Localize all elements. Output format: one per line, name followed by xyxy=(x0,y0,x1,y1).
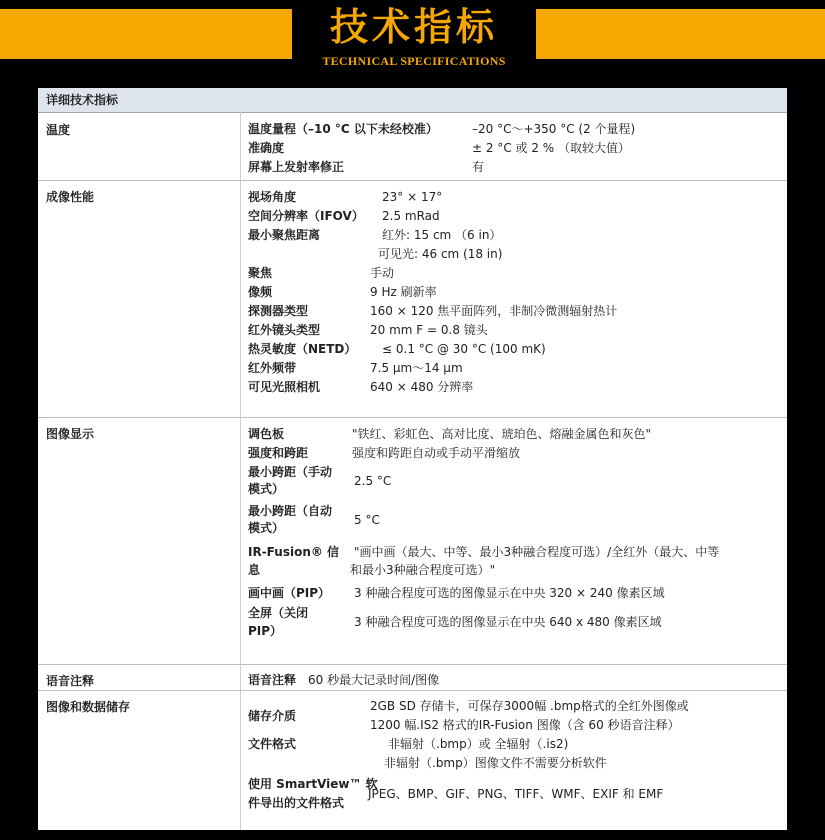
spec-label: 模式） xyxy=(248,521,285,535)
spec-label: PIP） xyxy=(248,624,283,638)
spec-value: 9 Hz 刷新率 xyxy=(370,285,437,299)
spec-value: JPEG、BMP、GIF、PNG、TIFF、WMF、EXIF 和 EMF xyxy=(368,787,664,801)
spec-label: 准确度 xyxy=(248,141,285,155)
category-label: 温度 xyxy=(46,123,71,137)
spec-value: 5 °C xyxy=(354,513,380,527)
spec-value: "铁红、彩虹色、高对比度、琥珀色、熔融金属色和灰色" xyxy=(352,427,652,441)
spec-label: 空间分辨率（IFOV） xyxy=(248,209,364,223)
category-label: 成像性能 xyxy=(46,190,95,204)
spec-label: 画中画（PIP） xyxy=(248,586,331,600)
spec-value: 可见光: 46 cm (18 in) xyxy=(378,247,503,261)
spec-value: ≤ 0.1 °C @ 30 °C (100 mK) xyxy=(382,342,546,356)
category-label: 语音注释 xyxy=(46,674,95,688)
row-voice xyxy=(38,664,787,691)
spec-value: 160 × 120 焦平面阵列，非制冷微测辐射热计 xyxy=(370,304,618,318)
spec-label: 红外频带 xyxy=(248,361,297,375)
spec-value: 手动 xyxy=(370,266,395,280)
row-imaging xyxy=(38,180,787,418)
spec-value: –20 °C～+350 °C (2 个量程) xyxy=(472,122,636,136)
header-band-left xyxy=(0,9,292,59)
spec-value: 非辐射（.bmp）图像文件不需要分析软件 xyxy=(384,756,607,770)
spec-value: 红外: 15 cm （6 in） xyxy=(382,228,502,242)
spec-label: 像频 xyxy=(248,285,273,299)
spec-label: 最小跨距（自动 xyxy=(248,504,333,518)
spec-label: 温度量程（–10 °C 以下未经校准） xyxy=(248,122,438,136)
spec-label: 模式） xyxy=(248,482,285,496)
spec-label: 屏幕上发射率修正 xyxy=(248,160,345,174)
spec-label: 息 xyxy=(248,563,261,577)
spec-label: 强度和跨距 xyxy=(248,446,309,460)
category-label: 图像显示 xyxy=(46,427,95,441)
spec-value: ± 2 °C 或 2 % （取较大值） xyxy=(472,141,630,155)
spec-label: 使用 SmartView™ 软 xyxy=(248,777,378,791)
spec-value: 2GB SD 存储卡，可保存3000幅 .bmp格式的全红外图像或 xyxy=(370,699,689,713)
spec-table xyxy=(38,88,787,830)
spec-label: 视场角度 xyxy=(248,190,297,204)
spec-label: 最小跨距（手动 xyxy=(248,465,333,479)
spec-label: 探测器类型 xyxy=(248,304,309,318)
spec-value: 3 种融合程度可选的图像显示在中央 320 × 240 像素区域 xyxy=(354,586,665,600)
spec-value: 非辐射（.bmp）或 全辐射（.is2) xyxy=(388,737,569,751)
spec-value: 60 秒最大记录时间/图像 xyxy=(308,673,440,687)
spec-label: 可见光照相机 xyxy=(248,380,321,394)
spec-label: 调色板 xyxy=(248,427,285,441)
spec-label: IR-Fusion® 信 xyxy=(248,545,340,559)
spec-label: 红外镜头类型 xyxy=(248,323,321,337)
spec-label: 全屏（关闭 xyxy=(248,606,309,620)
spec-value: 和最小3种融合程度可选）" xyxy=(350,563,496,577)
spec-label: 语音注释 xyxy=(248,673,297,687)
spec-value: 强度和跨距自动或手动平滑缩放 xyxy=(352,446,521,460)
spec-value: 20 mm F = 0.8 镜头 xyxy=(370,323,488,337)
header-band-right xyxy=(536,9,825,59)
row-temperature xyxy=(38,113,787,181)
spec-value: 640 × 480 分辨率 xyxy=(370,380,474,394)
spec-label: 储存介质 xyxy=(248,709,297,723)
spec-value: "画中画（最大、中等、最小3种融合程度可选）/全红外（最大、中等 xyxy=(354,545,720,559)
category-label: 图像和数据储存 xyxy=(46,700,131,714)
spec-value: 有 xyxy=(472,160,485,174)
spec-value: 2.5 mRad xyxy=(382,209,440,223)
row-display xyxy=(38,417,787,665)
row-storage xyxy=(38,690,787,830)
table-title: 详细技术指标 xyxy=(38,88,787,113)
spec-label: 文件格式 xyxy=(248,737,297,751)
page-title: 技术指标 xyxy=(329,5,498,49)
spec-label: 最小聚焦距离 xyxy=(248,228,321,242)
spec-value: 1200 幅.IS2 格式的IR-Fusion 图像（含 60 秒语音注释） xyxy=(370,718,680,732)
spec-value: 3 种融合程度可选的图像显示在中央 640 x 480 像素区域 xyxy=(354,615,662,629)
spec-label: 聚焦 xyxy=(248,266,273,280)
spec-value: 2.5 °C xyxy=(354,474,392,488)
spec-value: 23° × 17° xyxy=(382,190,443,204)
page-subtitle: TECHNICAL SPECIFICATIONS xyxy=(322,54,506,68)
spec-label: 件导出的文件格式 xyxy=(248,796,345,810)
spec-label: 热灵敏度（NETD） xyxy=(248,342,357,356)
spec-value: 7.5 μm～14 μm xyxy=(370,361,463,375)
